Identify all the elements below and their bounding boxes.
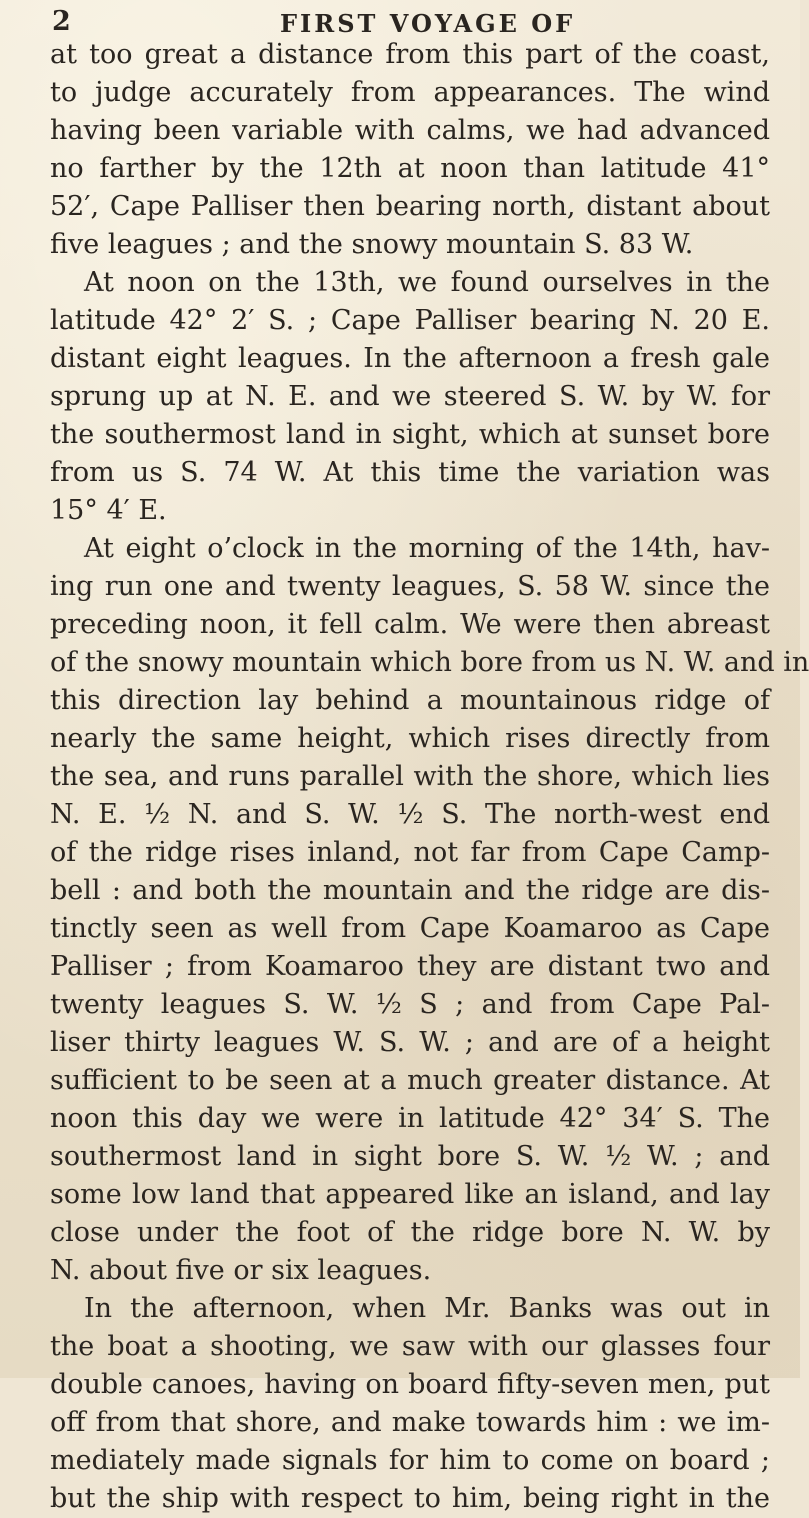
text-line: liser thirty leagues W. S. W. ; and are of a height — [50, 1027, 770, 1058]
text-line: At eight o’clock in the morning of the 14th, hav- — [84, 533, 770, 564]
text-line: at too great a distance from this part of the coast, — [50, 39, 770, 70]
page-number: 2 — [52, 6, 72, 37]
text-line: of the ridge rises inland, not far from Cape Camp- — [50, 837, 770, 868]
text-line: At noon on the 13th, we found ourselves in the — [84, 267, 770, 298]
text-line: the boat a shooting, we saw with our glasses four — [50, 1331, 770, 1362]
text-line: N. about five or six leagues. — [50, 1255, 432, 1286]
running-head: FIRST VOYAGE OF — [280, 9, 576, 38]
text-line: Palliser ; from Koamaroo they are distant two and — [50, 951, 770, 982]
text-line: southermost land in sight bore S. W. ½ W. ; and — [50, 1141, 770, 1172]
text-line: noon this day we were in latitude 42° 34′ S. The — [50, 1103, 770, 1134]
text-line: In the afternoon, when Mr. Banks was out in — [84, 1293, 770, 1324]
text-line: the southermost land in sight, which at sunset bore — [50, 419, 770, 450]
text-line: five leagues ; and the snowy mountain S. 83 W. — [50, 229, 694, 260]
text-line: to judge accurately from appearances. The wind — [50, 77, 770, 108]
text-line: off from that shore, and make towards him : we im- — [50, 1407, 770, 1438]
text-line: 15° 4′ E. — [50, 495, 167, 526]
text-line: preceding noon, it fell calm. We were then abreast — [50, 609, 770, 640]
text-line: double canoes, having on board fifty-seven men, put — [50, 1369, 770, 1400]
text-line: 52′, Cape Palliser then bearing north, distant about — [50, 191, 770, 222]
paragraph-4 — [50, 1290, 770, 1518]
text-line: N. E. ½ N. and S. W. ½ S. The north-west end — [50, 799, 770, 830]
text-line: twenty leagues S. W. ½ S ; and from Cape Pal- — [50, 989, 770, 1020]
text-line: the sea, and runs parallel with the shore, which lies — [50, 761, 770, 792]
text-line: but the ship with respect to him, being right in the — [50, 1483, 770, 1514]
text-line: this direction lay behind a mountainous ridge of — [50, 685, 770, 716]
text-line: close under the foot of the ridge bore N. W. by — [50, 1217, 770, 1248]
text-line: sufficient to be seen at a much greater distance. At — [50, 1065, 770, 1096]
body-text — [50, 36, 809, 1518]
paragraph-2 — [50, 264, 770, 530]
text-line: bell : and both the mountain and the ridge are dis- — [50, 875, 770, 906]
text-line: distant eight leagues. In the afternoon a fresh gale — [50, 343, 770, 374]
text-line: no farther by the 12th at noon than latitude 41° — [50, 153, 770, 184]
text-line: nearly the same height, which rises directly from — [50, 723, 770, 754]
text-line: from us S. 74 W. At this time the variation was — [50, 457, 770, 488]
text-line: mediately made signals for him to come on board ; — [50, 1445, 770, 1476]
text-line: of the snowy mountain which bore from us N. W. and in — [50, 647, 809, 678]
paragraph-3 — [50, 530, 809, 1290]
paragraph-1 — [50, 36, 770, 264]
text-line: latitude 42° 2′ S. ; Cape Palliser bearing N. 20 E. — [50, 305, 770, 336]
text-line: ing run one and twenty leagues, S. 58 W. since the — [50, 571, 770, 602]
text-line: tinctly seen as well from Cape Koamaroo as Cape — [50, 913, 770, 944]
text-line: sprung up at N. E. and we steered S. W. by W. for — [50, 381, 770, 412]
text-line: having been variable with calms, we had advanced — [50, 115, 770, 146]
text-line: some low land that appeared like an island, and lay — [50, 1179, 770, 1210]
